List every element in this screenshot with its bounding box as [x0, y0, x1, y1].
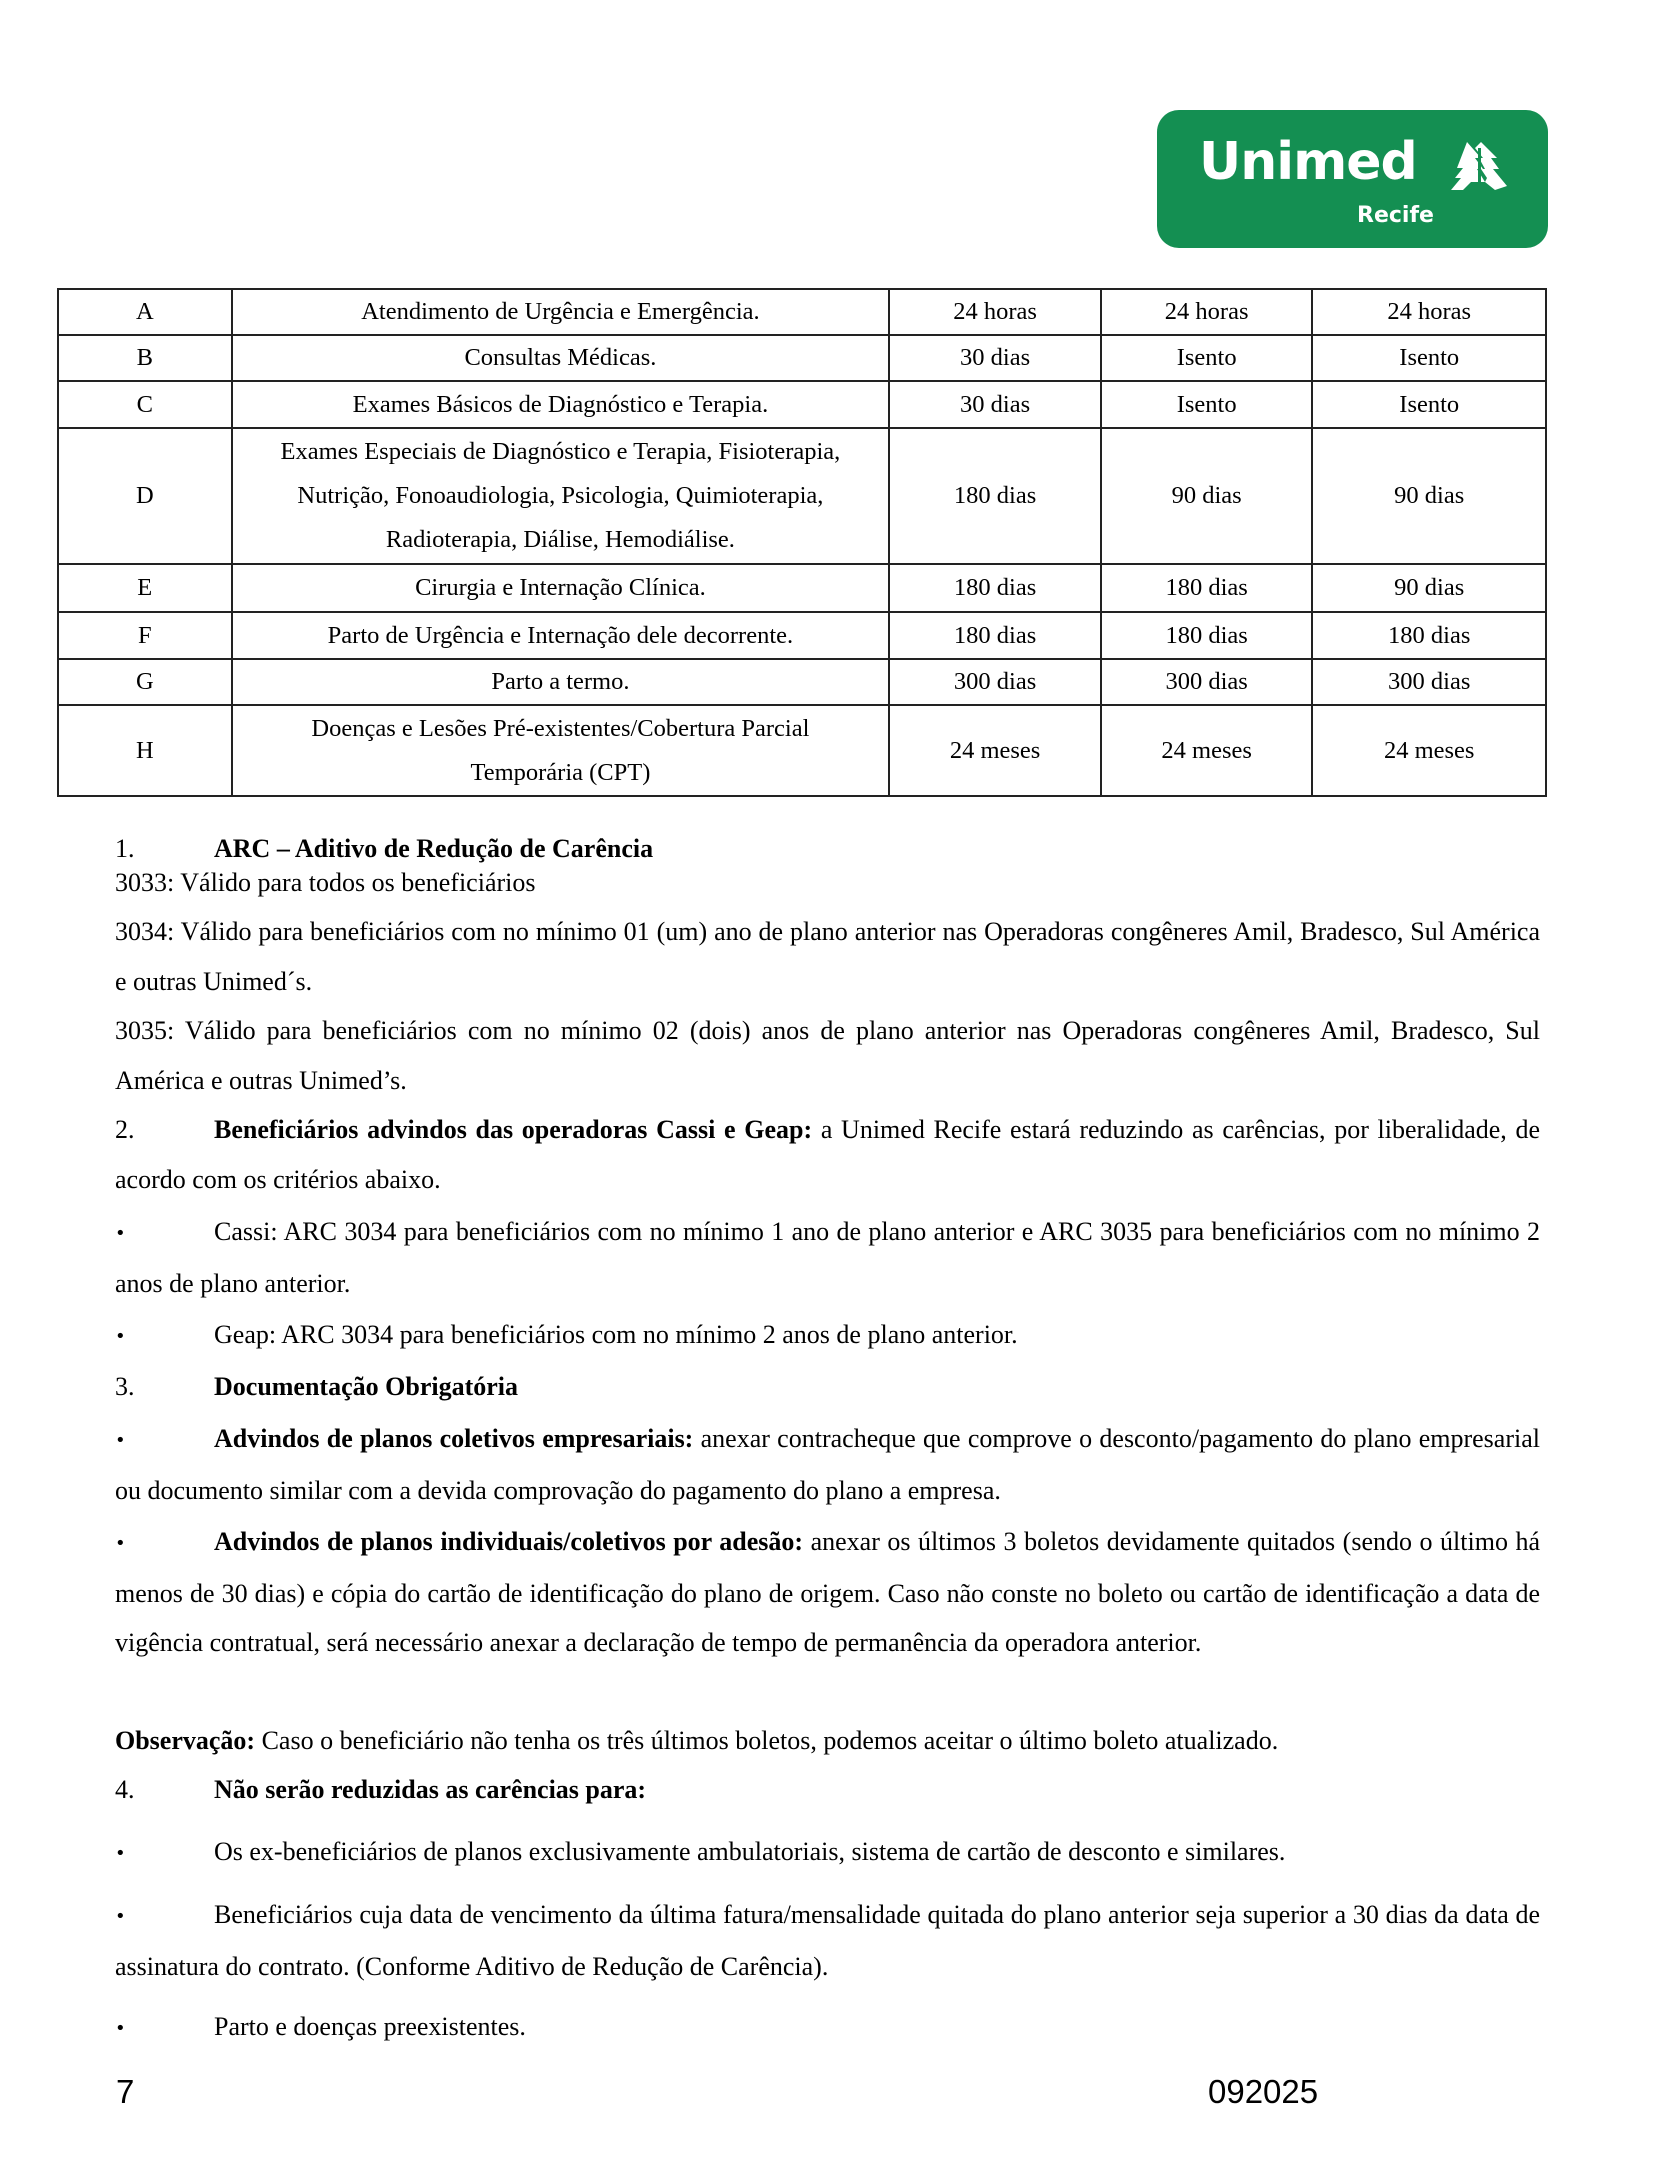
- row-value-1: 180 dias: [889, 612, 1101, 659]
- list-item-text: Os ex-beneficiários de planos exclusivamente ambulatoriais, sistema de cartão de desconto e similares.: [214, 1837, 1286, 1866]
- observation-title: Observação:: [115, 1726, 256, 1755]
- bullet-icon: •: [115, 1326, 126, 1347]
- unimed-trees-icon: [1447, 142, 1511, 190]
- row-code: F: [58, 612, 232, 659]
- section-2-paragraph: [115, 1105, 1540, 1204]
- row-value-3: 90 dias: [1312, 564, 1546, 612]
- arc-3033-paragraph: 3033: Válido para todos os beneficiários: [115, 868, 536, 897]
- row-description-line: Exames Especiais de Diagnóstico e Terapia, Fisioterapia,: [280, 438, 841, 465]
- row-description: Exames Básicos de Diagnóstico e Terapia.: [232, 381, 890, 428]
- section-number: 4.: [115, 1775, 135, 1804]
- row-description: Atendimento de Urgência e Emergência.: [232, 289, 890, 335]
- observation-paragraph: [115, 1716, 1540, 1766]
- carencia-table: [57, 288, 1547, 797]
- row-value-3: 90 dias: [1312, 428, 1546, 564]
- table-row: [58, 705, 1546, 796]
- list-item: [115, 1207, 1540, 1308]
- row-description: Parto de Urgência e Internação dele decorrente.: [232, 612, 890, 659]
- row-description: [232, 705, 890, 796]
- list-item: [115, 1310, 1540, 1362]
- row-description: Parto a termo.: [232, 659, 890, 705]
- logo-brand-text: Unimed: [1199, 132, 1417, 192]
- section-title: ARC – Aditivo de Redução de Carência: [214, 834, 654, 863]
- row-code: B: [58, 335, 232, 381]
- row-value-1: 30 dias: [889, 381, 1101, 428]
- row-value-3: 24 horas: [1312, 289, 1546, 335]
- table-row: [58, 428, 1546, 564]
- section-number: 2.: [115, 1115, 135, 1144]
- unimed-recife-logo: [1157, 110, 1548, 248]
- section-number: 1.: [115, 834, 135, 863]
- row-description-line: Nutrição, Fonoaudiologia, Psicologia, Quimioterapia,: [297, 482, 824, 509]
- table-row: [58, 612, 1546, 659]
- row-code: D: [58, 428, 232, 564]
- row-code: C: [58, 381, 232, 428]
- row-description: [232, 428, 890, 564]
- list-item-text: Geap: ARC 3034 para beneficiários com no mínimo 2 anos de plano anterior.: [214, 1320, 1018, 1349]
- arc-3035-paragraph: 3035: Válido para beneficiários com no mínimo 02 (dois) anos de plano anterior nas Operadoras congêneres Amil, Bradesco, Sul América e outras Unimed’s.: [115, 1016, 1540, 1095]
- row-code: G: [58, 659, 232, 705]
- list-item-text: Beneficiários cuja data de vencimento da última fatura/mensalidade quitada do plano anterior seja superior a 30 dias da data de assinatura do contrato. (Conforme Aditivo de Redução de Carência).: [115, 1900, 1540, 1981]
- section-3-heading: [115, 1362, 1540, 1412]
- row-value-1: 24 meses: [889, 705, 1101, 796]
- section-title: Não serão reduzidas as carências para:: [214, 1775, 647, 1804]
- list-item: [115, 1414, 1540, 1515]
- row-value-1: 180 dias: [889, 564, 1101, 612]
- list-item: [115, 1827, 1540, 1879]
- list-item: [115, 1517, 1540, 1668]
- section-4-heading: [115, 1765, 1540, 1815]
- table-row: [58, 335, 1546, 381]
- row-description: Consultas Médicas.: [232, 335, 890, 381]
- section-number: 3.: [115, 1372, 135, 1401]
- row-value-1: 180 dias: [889, 428, 1101, 564]
- row-code: E: [58, 564, 232, 612]
- row-description-line: Doenças e Lesões Pré-existentes/Cobertura Parcial: [311, 714, 810, 742]
- bullet-icon: •: [115, 2018, 126, 2039]
- section-title: Beneficiários advindos das operadoras Cassi e Geap:: [214, 1115, 813, 1144]
- row-value-1: 24 horas: [889, 289, 1101, 335]
- row-description-line: Radioterapia, Diálise, Hemodiálise.: [385, 526, 735, 553]
- row-value-3: 24 meses: [1312, 705, 1546, 796]
- page-number: 7: [116, 2073, 135, 2110]
- row-value-3: Isento: [1312, 381, 1546, 428]
- row-value-1: 30 dias: [889, 335, 1101, 381]
- observation-text: Caso o beneficiário não tenha os três últimos boletos, podemos aceitar o último boleto atualizado.: [255, 1726, 1279, 1755]
- list-item-text: Cassi: ARC 3034 para beneficiários com no mínimo 1 ano de plano anterior e ARC 3035 para beneficiários com no mínimo 2 anos de plano anterior.: [115, 1217, 1540, 1298]
- row-value-2: 90 dias: [1101, 428, 1313, 564]
- list-item: [115, 2002, 1540, 2054]
- row-value-1: 300 dias: [889, 659, 1101, 705]
- bullet-icon: •: [115, 1430, 126, 1451]
- section-text: a Unimed Recife estará reduzindo as carências, por liberalidade, de acordo com os critérios abaixo.: [115, 1115, 1540, 1194]
- row-value-2: 24 meses: [1101, 705, 1313, 796]
- row-value-2: 180 dias: [1101, 564, 1313, 612]
- row-value-2: 24 horas: [1101, 289, 1313, 335]
- list-item-title: Advindos de planos coletivos empresariais:: [214, 1424, 694, 1453]
- table-row: [58, 289, 1546, 335]
- bullet-icon: •: [115, 1223, 126, 1244]
- table-row: [58, 381, 1546, 428]
- row-value-2: 300 dias: [1101, 659, 1313, 705]
- bullet-icon: •: [115, 1906, 126, 1927]
- row-value-3: 180 dias: [1312, 612, 1546, 659]
- table-row: [58, 659, 1546, 705]
- row-value-2: Isento: [1101, 335, 1313, 381]
- row-value-3: Isento: [1312, 335, 1546, 381]
- row-description: Cirurgia e Internação Clínica.: [232, 564, 890, 612]
- row-value-3: 300 dias: [1312, 659, 1546, 705]
- row-description-line: Temporária (CPT): [470, 758, 651, 786]
- section-title: Documentação Obrigatória: [214, 1372, 519, 1401]
- bullet-icon: •: [115, 1533, 126, 1554]
- document-code: 092025: [1208, 2073, 1319, 2110]
- list-item-text: Parto e doenças preexistentes.: [214, 2012, 526, 2041]
- table-row: [58, 564, 1546, 612]
- list-item-text: anexar os últimos 3 boletos devidamente quitados (sendo o último há menos de 30 dias) e cópia do cartão de identificação do plano de origem. Caso não conste no boleto ou cartão de identificação a data de vigência contratual, será necessário anexar a declaração de tempo de permanência da operadora anterior.: [115, 1527, 1541, 1657]
- row-value-2: Isento: [1101, 381, 1313, 428]
- row-value-2: 180 dias: [1101, 612, 1313, 659]
- list-item-title: Advindos de planos individuais/coletivos por adesão:: [214, 1527, 804, 1556]
- list-item-text: anexar contracheque que comprove o desconto/pagamento do plano empresarial ou documento similar com a devida comprovação do pagamento do plano a empresa.: [115, 1424, 1540, 1505]
- row-code: H: [58, 705, 232, 796]
- row-code: A: [58, 289, 232, 335]
- list-item: [115, 1890, 1540, 1991]
- bullet-icon: •: [115, 1843, 126, 1864]
- logo-subbrand-text: Recife: [1357, 203, 1434, 228]
- arc-3034-paragraph: 3034: Válido para beneficiários com no mínimo 01 (um) ano de plano anterior nas Operadoras congêneres Amil, Bradesco, Sul América e outras Unimed´s.: [115, 917, 1540, 996]
